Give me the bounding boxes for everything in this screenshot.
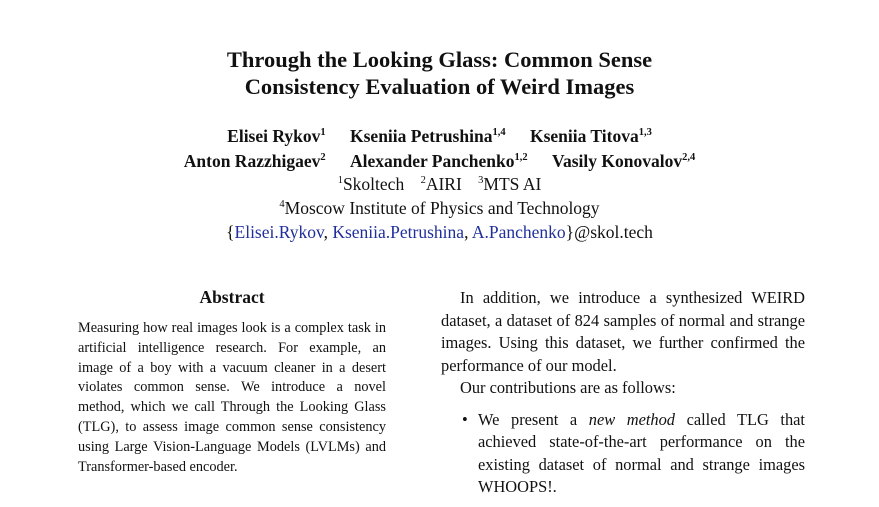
author: Alexander Panchenko$^{1,2}$ [349,151,528,171]
title-line-2: Consistency Evaluation of Weird Images [244,74,635,99]
email-link-panchenko[interactable]: A.Panchenko [471,222,566,242]
title-line-1: Through the Looking Glass: Common Sense [226,47,653,72]
intro-column [441,287,805,499]
author: Elisei Rykov$^1$ [227,126,326,146]
bullet-icon: • [462,409,468,429]
affiliations [0,172,879,244]
affiliation: $^2$AIRI [420,174,462,194]
email-link-petrushina[interactable]: Kseniia.Petrushina [332,222,465,242]
author: Kseniia Titova$^{1,3}$ [529,126,652,146]
contribution-list [441,409,805,499]
author: Vasily Konovalov$^{2,4}$ [551,151,696,171]
paragraph-weird-dataset: In addition, we introduce a synthesized WEIRD dataset, a dataset of 824 samples of normal and strange images. Using this dataset, we further confirmed the performance of our model. [441,288,805,375]
abstract-text: Measuring how real images look is a complex task in artificial intelligence research. For example, an image of a boy with a vacuum cleaner in a desert violates common sense. We introduce a novel method, which we call Through the Looking Glass (TLG), to assess image common sense consistency using Large Vision-Language Models (LVLMs) and Transformer-based encoder. [78,320,386,475]
author-emails: {Elisei.Rykov, Kseniia.Petrushina, A.Panchenko}@skol.tech [226,222,653,242]
author-list [0,124,879,174]
abstract-heading: Abstract [199,287,265,307]
paragraph-contributions: Our contributions are as follows: [460,378,676,397]
affiliation: $^3$MTS AI [478,174,542,194]
author-row-1 [0,124,879,149]
affiliation-row-1 [0,172,879,196]
paper-title [0,46,879,100]
affiliation-row-2: $^4$Moscow Institute of Physics and Technology [279,198,600,218]
author: Anton Razzhigaev$^2$ [183,151,326,171]
author: Kseniia Petrushina$^{1,4}$ [350,126,506,146]
list-item: • We present a new method called TLG that achieved state-of-the-art performance on the existing dataset of normal and strange images WHOOPS!. [462,409,805,496]
email-link-rykov[interactable]: Elisei.Rykov [234,222,324,242]
author-row-2 [0,149,879,174]
affiliation: $^1$Skoltech [337,174,405,194]
